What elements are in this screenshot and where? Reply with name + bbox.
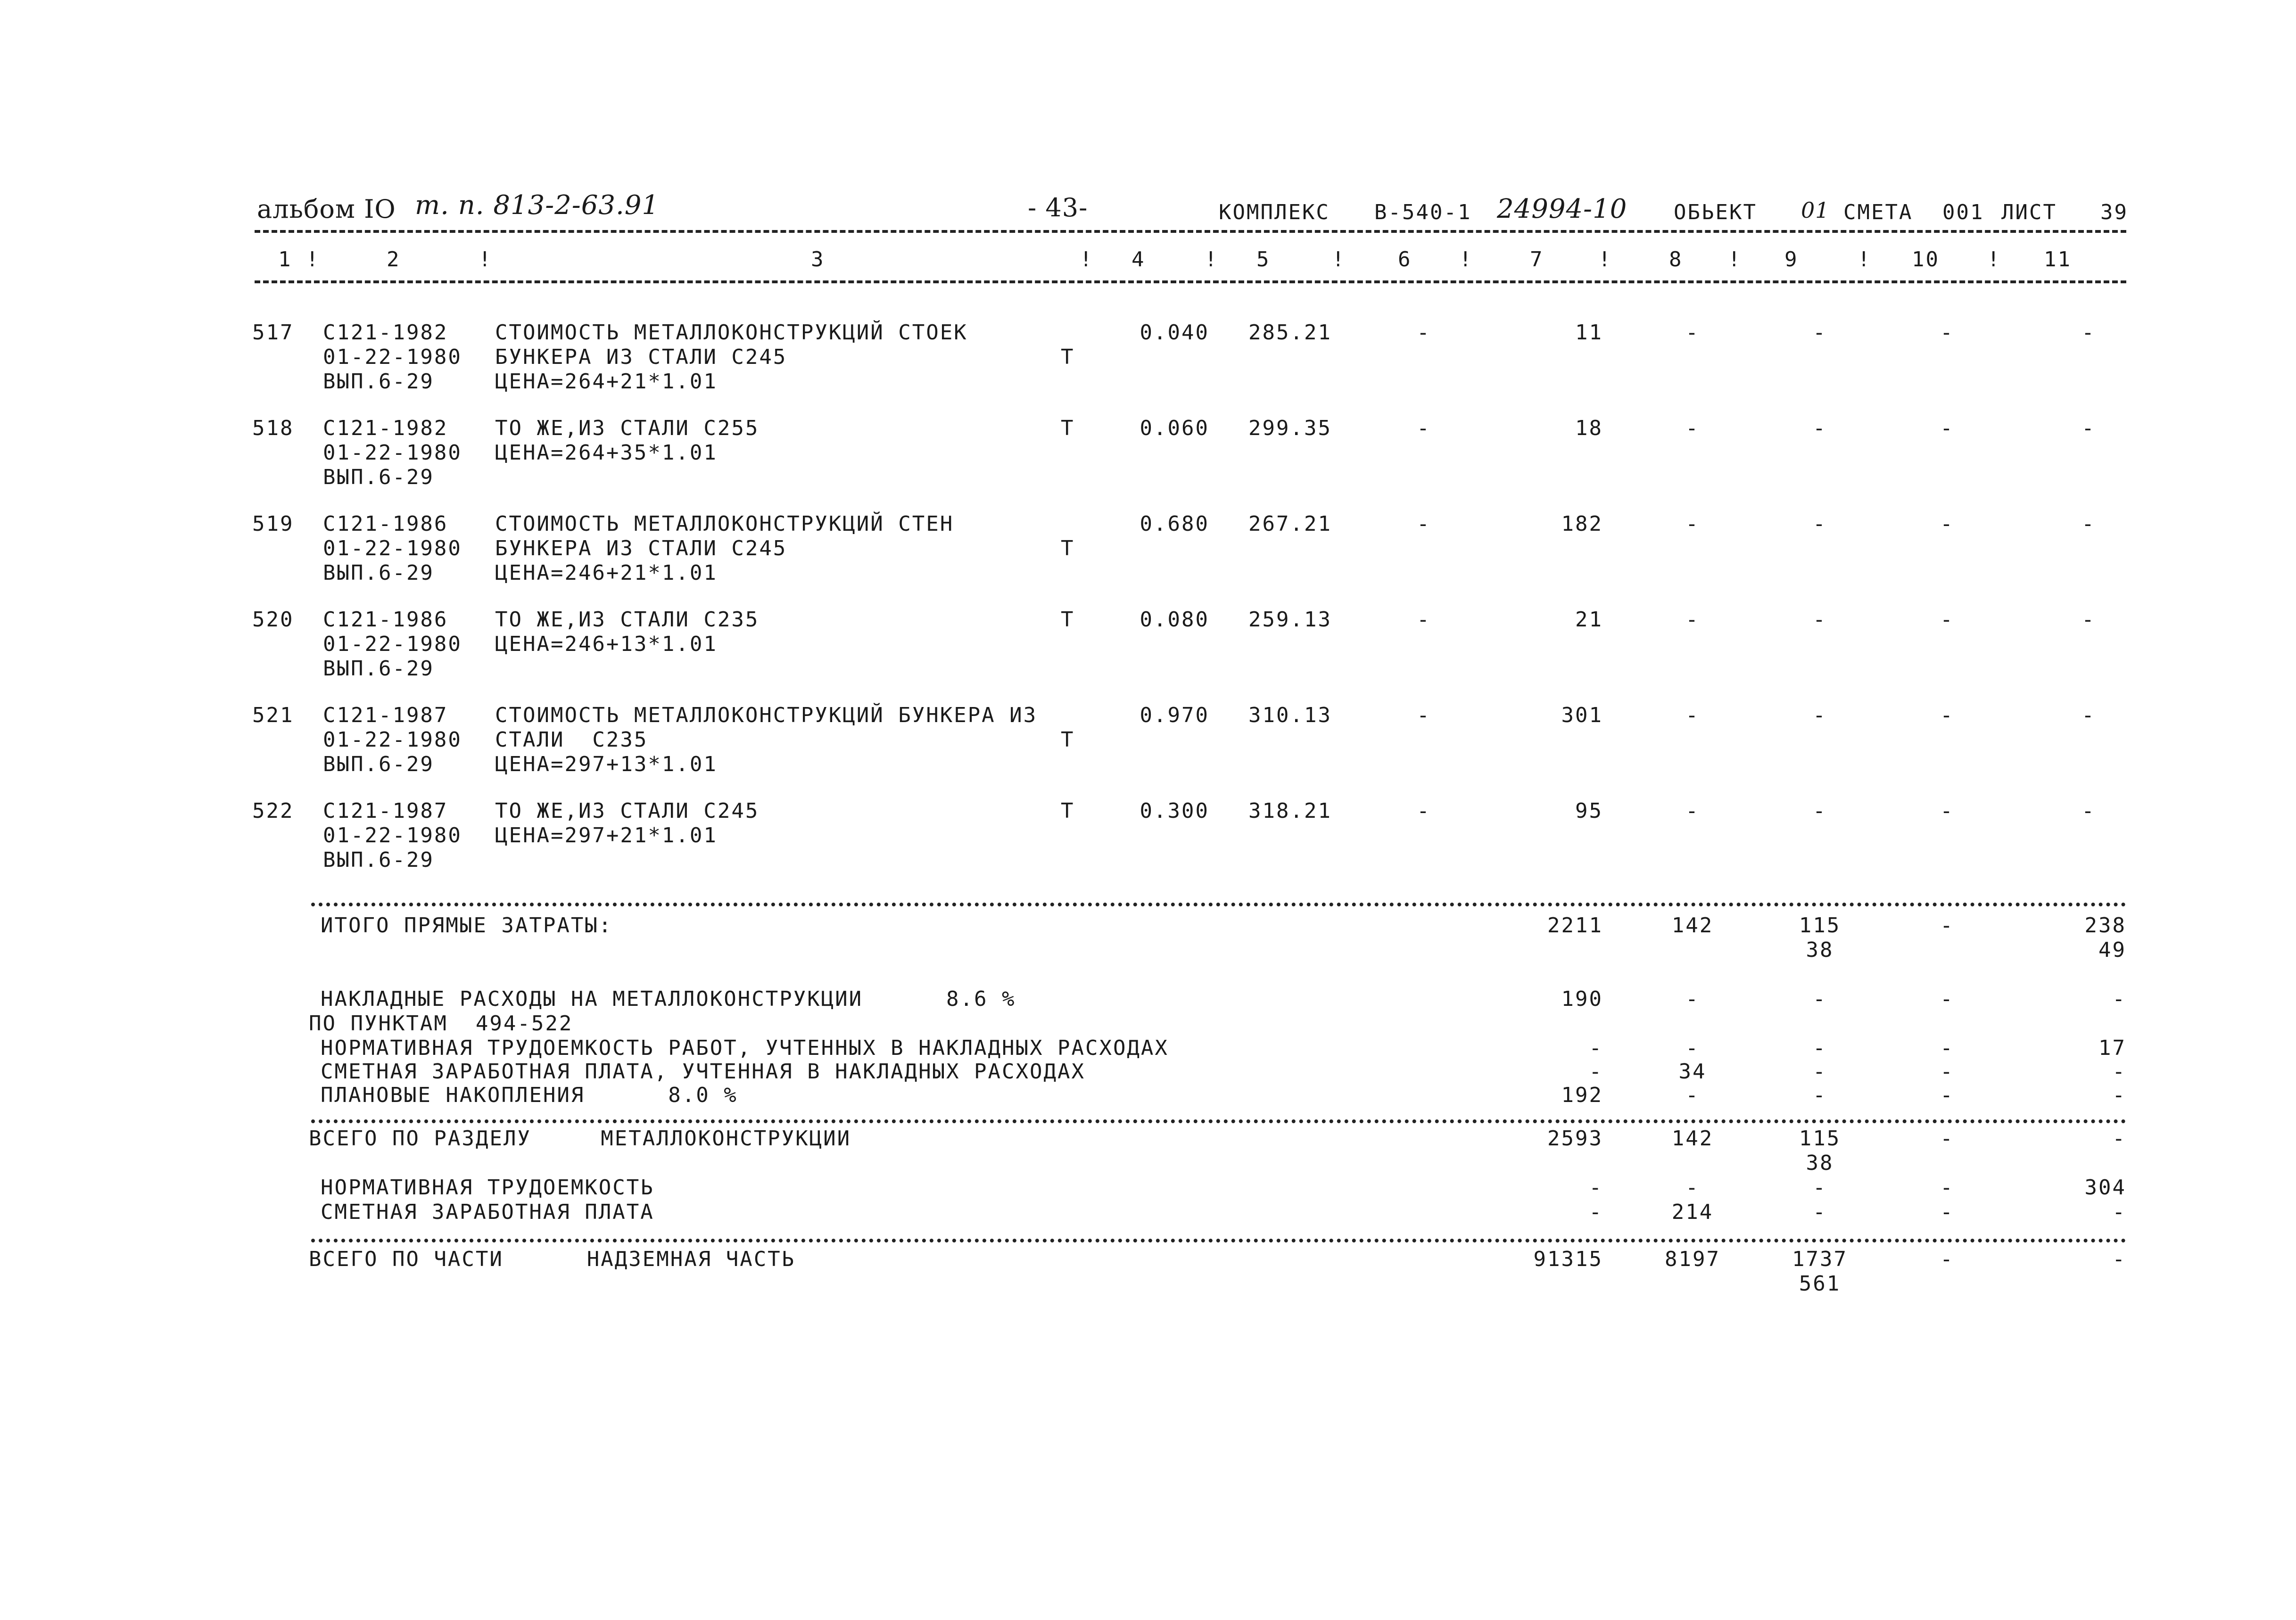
estimate-label: СМЕТА <box>1843 200 1913 224</box>
cell-col-8: - <box>1685 321 1700 345</box>
summary-col-8: - <box>1685 1036 1700 1060</box>
unit-price: 299.35 <box>1248 416 1332 440</box>
object-number: 01 <box>1801 197 1830 223</box>
quantity: 0.080 <box>1140 608 1209 632</box>
summary-col-8: 8197 <box>1665 1247 1720 1271</box>
summary-col-10: - <box>1940 1176 1954 1200</box>
album-label: альбом IO <box>257 194 396 224</box>
resource-code: ВЫП.6-29 <box>323 848 434 872</box>
column-number: 2 <box>387 247 401 271</box>
work-description: ЦЕНА=264+21*1.01 <box>495 370 718 394</box>
summary-col-8: 142 <box>1671 913 1714 937</box>
cell-col-10: - <box>1940 512 1954 536</box>
summary-label: НОРМАТИВНАЯ ТРУДОЕМКОСТЬ <box>321 1176 654 1200</box>
summary-label: СМЕТНАЯ ЗАРАБОТНАЯ ПЛАТА <box>321 1200 654 1224</box>
column-number: 11 <box>2044 247 2072 271</box>
column-number: 7 <box>1530 247 1544 271</box>
summary-col-11: - <box>2112 1127 2126 1151</box>
summary-col-7: - <box>1589 1200 1603 1224</box>
cell-col-6: - <box>1417 608 1431 632</box>
summary-col-10: - <box>1940 913 1954 937</box>
cell-col-10: - <box>1940 799 1954 823</box>
work-description: БУНКЕРА ИЗ СТАЛИ С245 <box>495 345 787 369</box>
cell-col-8: - <box>1685 512 1700 536</box>
resource-code: 01-22-1980 <box>323 823 462 847</box>
summary-col-10: - <box>1940 1060 1954 1084</box>
column-number: ! <box>1080 247 1094 271</box>
column-number: 3 <box>811 247 825 271</box>
resource-code: С121-1986 <box>323 608 448 632</box>
resource-code: С121-1987 <box>323 799 448 823</box>
column-number: ! <box>1332 247 1346 271</box>
unit: Т <box>1061 799 1075 823</box>
column-number: 4 <box>1131 247 1146 271</box>
summary-col-7: 192 <box>1561 1083 1603 1107</box>
quantity: 0.680 <box>1140 512 1209 536</box>
summary-col-10: - <box>1940 1083 1954 1107</box>
summary-col-7: 2211 <box>1547 913 1603 937</box>
sheet-number: 39 <box>2100 200 2128 224</box>
work-description: СТОИМОСТЬ МЕТАЛЛОКОНСТРУКЦИЙ СТЕН <box>495 512 954 536</box>
summary-col-9: - <box>1813 1200 1827 1224</box>
cell-col-11: - <box>2081 703 2096 727</box>
row-number: 518 <box>252 416 294 440</box>
work-description: СТОИМОСТЬ МЕТАЛЛОКОНСТРУКЦИЙ СТОЕК <box>495 321 968 345</box>
column-number: ! <box>1459 247 1473 271</box>
cell-col-11: - <box>2081 416 2096 440</box>
row-number: 521 <box>252 703 294 727</box>
summary-col-8: - <box>1685 987 1700 1011</box>
row-number: 522 <box>252 799 294 823</box>
summary-col-7: - <box>1589 1060 1603 1084</box>
work-description: БУНКЕРА ИЗ СТАЛИ С245 <box>495 536 787 560</box>
cell-col-8: - <box>1685 799 1700 823</box>
complex-code: В-540-1 <box>1374 200 1472 224</box>
resource-code: С121-1986 <box>323 512 448 536</box>
summary-col-9: - <box>1813 1083 1827 1107</box>
cell-col-7: 301 <box>1561 703 1603 727</box>
summary-col-11: 238 <box>2084 913 2126 937</box>
resource-code: ВЫП.6-29 <box>323 370 434 394</box>
resource-code: 01-22-1980 <box>323 632 462 656</box>
summary-rule-3 <box>311 1239 2126 1242</box>
unit-price: 318.21 <box>1248 799 1332 823</box>
cell-col-9: - <box>1813 512 1827 536</box>
summary-col-10: - <box>1940 1127 1954 1151</box>
summary-col-7: - <box>1589 1036 1603 1060</box>
column-number: 10 <box>1912 247 1940 271</box>
column-number: ! <box>1987 247 2001 271</box>
summary-col-10: - <box>1940 1247 1954 1271</box>
cell-col-10: - <box>1940 608 1954 632</box>
cell-col-6: - <box>1417 799 1431 823</box>
work-description: ЦЕНА=297+13*1.01 <box>495 752 718 776</box>
resource-code: ВЫП.6-29 <box>323 657 434 681</box>
summary-col-9: 115 <box>1799 913 1841 937</box>
summary-col-9-second: 38 <box>1806 938 1834 962</box>
cell-col-9: - <box>1813 608 1827 632</box>
resource-code: ВЫП.6-29 <box>323 561 434 585</box>
column-number: 6 <box>1398 247 1412 271</box>
summary-col-8: - <box>1685 1083 1700 1107</box>
page-number: - 43- <box>1028 193 1088 222</box>
summary-col-9: 1737 <box>1792 1247 1848 1271</box>
cell-col-11: - <box>2081 512 2096 536</box>
summary-col-8: 142 <box>1671 1127 1714 1151</box>
summary-col-9: - <box>1813 987 1827 1011</box>
summary-label: ВСЕГО ПО РАЗДЕЛУ МЕТАЛЛОКОНСТРУКЦИИ <box>309 1127 851 1151</box>
resource-code: 01-22-1980 <box>323 536 462 560</box>
cell-col-8: - <box>1685 608 1700 632</box>
cell-col-8: - <box>1685 416 1700 440</box>
resource-code: 01-22-1980 <box>323 728 462 752</box>
cell-col-10: - <box>1940 703 1954 727</box>
unit-price: 259.13 <box>1248 608 1332 632</box>
summary-col-7: 2593 <box>1547 1127 1603 1151</box>
unit: Т <box>1061 608 1075 632</box>
resource-code: ВЫП.6-29 <box>323 465 434 489</box>
work-description: СТОИМОСТЬ МЕТАЛЛОКОНСТРУКЦИЙ БУНКЕРА ИЗ <box>495 703 1038 727</box>
column-number: 1 ! <box>278 247 320 271</box>
header-rule-top <box>255 230 2126 233</box>
summary-col-9: - <box>1813 1176 1827 1200</box>
column-number: 9 <box>1784 247 1799 271</box>
summary-label: НОРМАТИВНАЯ ТРУДОЕМКОСТЬ РАБОТ, УЧТЕННЫХ В НАКЛАДНЫХ РАСХОДАХ <box>321 1036 1169 1060</box>
summary-col-7: 91315 <box>1533 1247 1603 1271</box>
summary-rule-2 <box>311 1119 2126 1123</box>
unit: Т <box>1061 416 1075 440</box>
cell-col-6: - <box>1417 703 1431 727</box>
cell-col-9: - <box>1813 703 1827 727</box>
summary-label: ПО ПУНКТАМ 494-522 <box>309 1011 573 1036</box>
cell-col-9: - <box>1813 799 1827 823</box>
unit-price: 267.21 <box>1248 512 1332 536</box>
summary-label: ПЛАНОВЫЕ НАКОПЛЕНИЯ 8.0 % <box>321 1083 738 1107</box>
summary-label: ВСЕГО ПО ЧАСТИ НАДЗЕМНАЯ ЧАСТЬ <box>309 1247 796 1271</box>
summary-col-9-second: 561 <box>1799 1272 1841 1296</box>
row-number: 520 <box>252 608 294 632</box>
cell-col-11: - <box>2081 321 2096 345</box>
summary-col-11-second: 49 <box>2098 938 2126 962</box>
work-description: ЦЕНА=246+13*1.01 <box>495 632 718 656</box>
summary-col-9: - <box>1813 1036 1827 1060</box>
summary-col-8: 214 <box>1671 1200 1714 1224</box>
summary-label: ИТОГО ПРЯМЫЕ ЗАТРАТЫ: <box>321 913 613 937</box>
cell-col-8: - <box>1685 703 1700 727</box>
cell-col-9: - <box>1813 416 1827 440</box>
resource-code: С121-1982 <box>323 416 448 440</box>
cell-col-11: - <box>2081 608 2096 632</box>
sheet-label: ЛИСТ <box>2001 200 2057 224</box>
summary-label: НАКЛАДНЫЕ РАСХОДЫ НА МЕТАЛЛОКОНСТРУКЦИИ 8.6 % <box>321 987 1016 1011</box>
cell-col-6: - <box>1417 321 1431 345</box>
summary-col-11: 17 <box>2098 1036 2126 1060</box>
work-description: ЦЕНА=264+35*1.01 <box>495 441 718 465</box>
cell-col-11: - <box>2081 799 2096 823</box>
column-number: 5 <box>1256 247 1271 271</box>
unit-price: 310.13 <box>1248 703 1332 727</box>
cell-col-10: - <box>1940 321 1954 345</box>
cell-col-7: 95 <box>1575 799 1603 823</box>
cell-col-7: 18 <box>1575 416 1603 440</box>
quantity: 0.300 <box>1140 799 1209 823</box>
resource-code: С121-1982 <box>323 321 448 345</box>
work-description: ЦЕНА=246+21*1.01 <box>495 561 718 585</box>
unit: Т <box>1061 728 1075 752</box>
cell-col-9: - <box>1813 321 1827 345</box>
quantity: 0.970 <box>1140 703 1209 727</box>
summary-col-8: - <box>1685 1176 1700 1200</box>
cell-col-6: - <box>1417 416 1431 440</box>
row-number: 519 <box>252 512 294 536</box>
column-number: 8 <box>1669 247 1683 271</box>
summary-col-11: - <box>2112 1200 2126 1224</box>
object-label: ОБЬЕКТ <box>1674 200 1757 224</box>
quantity: 0.040 <box>1140 321 1209 345</box>
summary-rule-1 <box>311 903 2126 906</box>
column-number: ! <box>1598 247 1612 271</box>
unit: Т <box>1061 536 1075 560</box>
summary-col-11: - <box>2112 987 2126 1011</box>
summary-col-11: - <box>2112 1060 2126 1084</box>
complex-label: КОМПЛЕКС <box>1219 200 1330 224</box>
summary-col-11: 304 <box>2084 1176 2126 1200</box>
cell-col-7: 182 <box>1561 512 1603 536</box>
unit-price: 285.21 <box>1248 321 1332 345</box>
column-number: ! <box>479 247 493 271</box>
handwritten-number: 24994-10 <box>1497 194 1627 224</box>
work-description: ЦЕНА=297+21*1.01 <box>495 823 718 847</box>
work-description: СТАЛИ С235 <box>495 728 648 752</box>
column-number: ! <box>1205 247 1219 271</box>
summary-col-9: - <box>1813 1060 1827 1084</box>
resource-code: 01-22-1980 <box>323 441 462 465</box>
summary-col-9-second: 38 <box>1806 1151 1834 1175</box>
work-description: ТО ЖЕ,ИЗ СТАЛИ С245 <box>495 799 760 823</box>
cell-col-7: 11 <box>1575 321 1603 345</box>
unit: Т <box>1061 345 1075 369</box>
summary-col-9: 115 <box>1799 1127 1841 1151</box>
column-number: ! <box>1858 247 1872 271</box>
resource-code: С121-1987 <box>323 703 448 727</box>
cell-col-10: - <box>1940 416 1954 440</box>
cell-col-7: 21 <box>1575 608 1603 632</box>
summary-col-10: - <box>1940 1036 1954 1060</box>
header-rule-bottom <box>255 280 2126 283</box>
summary-col-7: - <box>1589 1176 1603 1200</box>
summary-label: СМЕТНАЯ ЗАРАБОТНАЯ ПЛАТА, УЧТЕННАЯ В НАКЛАДНЫХ РАСХОДАХ <box>321 1060 1085 1084</box>
summary-col-8: 34 <box>1678 1060 1707 1084</box>
column-number: ! <box>1728 247 1742 271</box>
resource-code: ВЫП.6-29 <box>323 752 434 776</box>
summary-col-10: - <box>1940 1200 1954 1224</box>
work-description: ТО ЖЕ,ИЗ СТАЛИ С255 <box>495 416 760 440</box>
summary-col-7: 190 <box>1561 987 1603 1011</box>
summary-col-11: - <box>2112 1247 2126 1271</box>
resource-code: 01-22-1980 <box>323 345 462 369</box>
work-description: ТО ЖЕ,ИЗ СТАЛИ С235 <box>495 608 760 632</box>
estimate-number: 001 <box>1942 200 1984 224</box>
summary-col-11: - <box>2112 1083 2126 1107</box>
quantity: 0.060 <box>1140 416 1209 440</box>
handwritten-project-code: т. п. 813-2-63.91 <box>415 190 660 221</box>
summary-col-10: - <box>1940 987 1954 1011</box>
row-number: 517 <box>252 321 294 345</box>
cell-col-6: - <box>1417 512 1431 536</box>
